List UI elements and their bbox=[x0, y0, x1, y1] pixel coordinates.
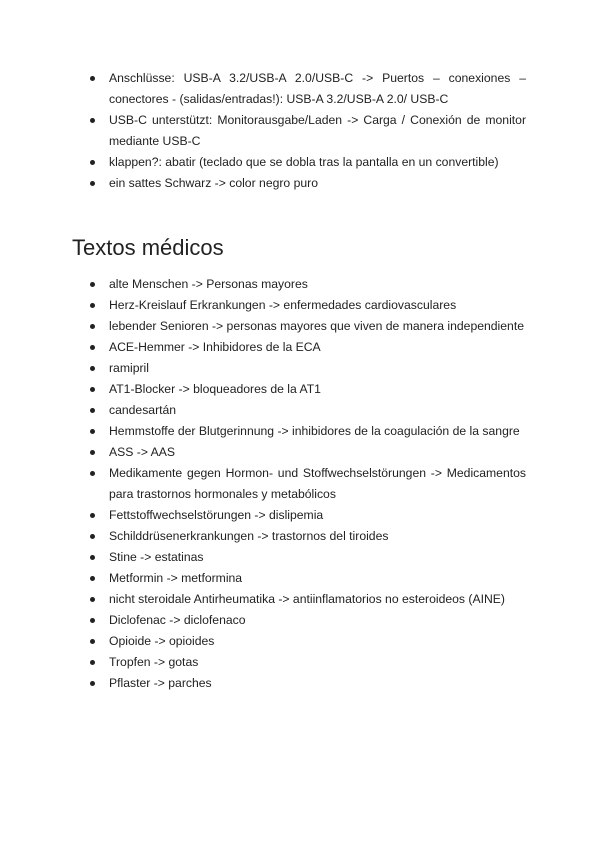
list-item: ACE-Hemmer -> Inhibidores de la ECA bbox=[88, 337, 526, 358]
list-item: Stine -> estatinas bbox=[88, 547, 526, 568]
list-item: nicht steroidale Antirheumatika -> antiinflamatorios no esteroideos (AINE) bbox=[88, 589, 526, 610]
list-item: klappen?: abatir (teclado que se dobla tras la pantalla en un convertible) bbox=[88, 152, 526, 173]
list-item: AT1-Blocker -> bloqueadores de la AT1 bbox=[88, 379, 526, 400]
list-item: ein sattes Schwarz -> color negro puro bbox=[88, 173, 526, 194]
list-item: alte Menschen -> Personas mayores bbox=[88, 274, 526, 295]
list-item: ASS -> AAS bbox=[88, 442, 526, 463]
bullet-list-vocabulary-medical bbox=[88, 274, 526, 694]
list-item: Opioide -> opioides bbox=[88, 631, 526, 652]
list-item: Metformin -> metformina bbox=[88, 568, 526, 589]
list-item: lebender Senioren -> personas mayores que viven de manera independiente bbox=[88, 316, 526, 337]
list-item: Fettstoffwechselstörungen -> dislipemia bbox=[88, 505, 526, 526]
list-item: Herz-Kreislauf Erkrankungen -> enfermedades cardiovasculares bbox=[88, 295, 526, 316]
list-item: Diclofenac -> diclofenaco bbox=[88, 610, 526, 631]
list-item: USB-C unterstützt: Monitorausgabe/Laden -> Carga / Conexión de monitor mediante USB-C bbox=[88, 110, 526, 152]
list-item: Medikamente gegen Hormon- und Stoffwechselstörungen -> Medicamentos para trastornos hormonales y metabólicos bbox=[88, 463, 526, 505]
section-heading: Textos médicos bbox=[72, 235, 224, 260]
list-item: Hemmstoffe der Blutgerinnung -> inhibidores de la coagulación de la sangre bbox=[88, 421, 526, 442]
list-item: Pflaster -> parches bbox=[88, 673, 526, 694]
list-item: candesartán bbox=[88, 400, 526, 421]
list-item: Schilddrüsenerkrankungen -> trastornos del tiroides bbox=[88, 526, 526, 547]
list-item: Anschlüsse: USB-A 3.2/USB-A 2.0/USB-C -> Puertos – conexiones – conectores - (salidas/entradas!): USB-A 3.2/USB-A 2.0/ USB-C bbox=[88, 68, 526, 110]
bullet-list-vocabulary-tech bbox=[88, 68, 526, 194]
list-item: ramipril bbox=[88, 358, 526, 379]
list-item: Tropfen -> gotas bbox=[88, 652, 526, 673]
